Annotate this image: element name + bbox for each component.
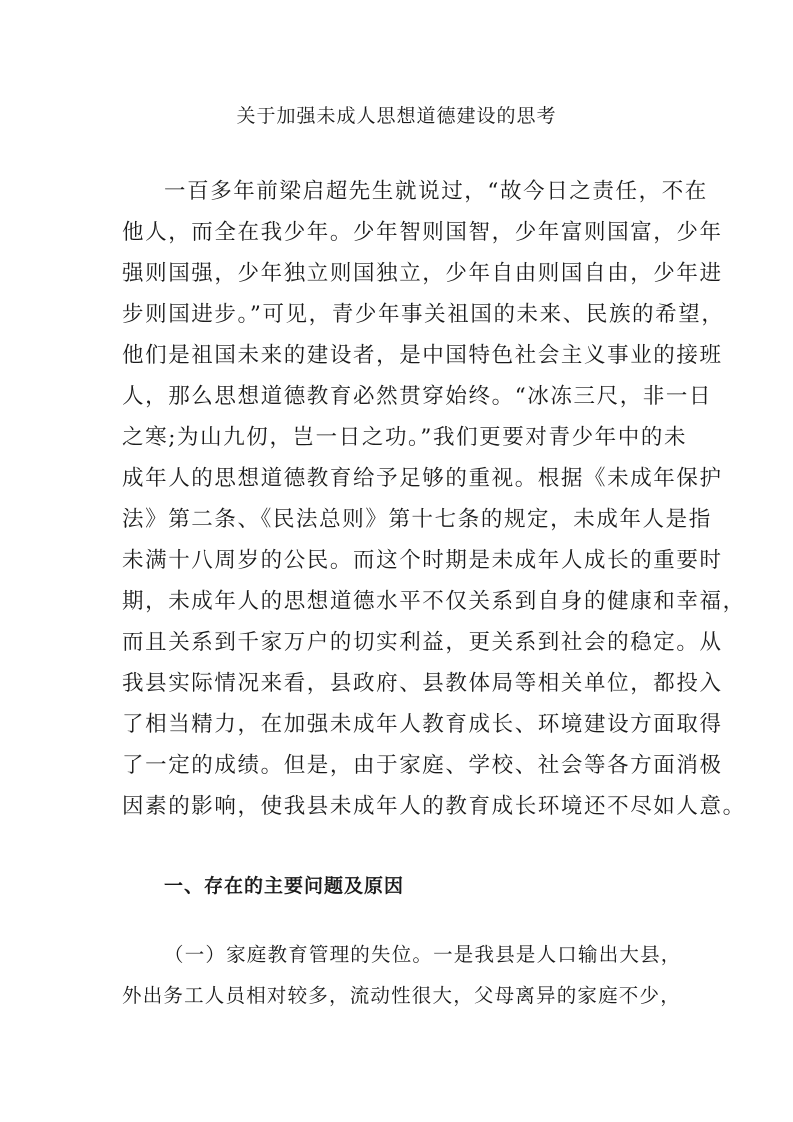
intro-line-9: 法》第二条、《民法总则》第十七条的规定，未成年人是指 bbox=[122, 507, 712, 532]
section-line-1: （一）家庭教育管理的失位。一是我县是人口输出大县， bbox=[164, 943, 682, 966]
intro-line-11: 期，未成年人的思想道德水平不仅关系到自身的健康和幸福， bbox=[122, 589, 746, 614]
intro-line-12: 而且关系到千家万户的切实利益，更关系到社会的稳定。从 bbox=[122, 630, 723, 655]
section-heading: 一、存在的主要问题及原因 bbox=[164, 875, 405, 897]
intro-line-1: 一百多年前梁启超先生就说过，“故今日之责任，不在 bbox=[164, 179, 708, 204]
section-line-2: 外出务工人员相对较多，流动性很大，父母离异的家庭不少， bbox=[122, 984, 681, 1007]
intro-line-5: 他们是祖国未来的建设者，是中国特色社会主义事业的接班 bbox=[122, 343, 723, 368]
intro-line-13: 我县实际情况来看，县政府、县教体局等相关单位，都投入 bbox=[122, 671, 723, 696]
intro-line-10: 未满十八周岁的公民。而这个时期是未成年人成长的重要时 bbox=[122, 548, 723, 573]
intro-line-2: 他人，而全在我少年。少年智则国智，少年富则国富，少年 bbox=[122, 220, 723, 245]
intro-line-16: 因素的影响，使我县未成年人的教育成长环境还不尽如人意。 bbox=[122, 794, 746, 819]
intro-line-7: 之寒;为山九仞，岂一日之功。”我们更要对青少年中的未 bbox=[122, 425, 688, 450]
intro-line-8: 成年人的思想道德教育给予足够的重视。根据《未成年保护 bbox=[122, 466, 723, 491]
intro-line-3: 强则国强，少年独立则国独立，少年自由则国自由，少年进 bbox=[122, 261, 723, 286]
intro-line-4: 步则国进步。”可见，青少年事关祖国的未来、民族的希望， bbox=[122, 302, 725, 327]
document-title: 关于加强未成人思想道德建设的思考 bbox=[236, 105, 557, 127]
intro-line-15: 了一定的成绩。但是，由于家庭、学校、社会等各方面消极 bbox=[122, 753, 723, 778]
intro-line-14: 了相当精力，在加强未成年人教育成长、环境建设方面取得 bbox=[122, 712, 723, 737]
intro-line-6: 人，那么思想道德教育必然贯穿始终。“冰冻三尺，非一日 bbox=[122, 384, 713, 409]
